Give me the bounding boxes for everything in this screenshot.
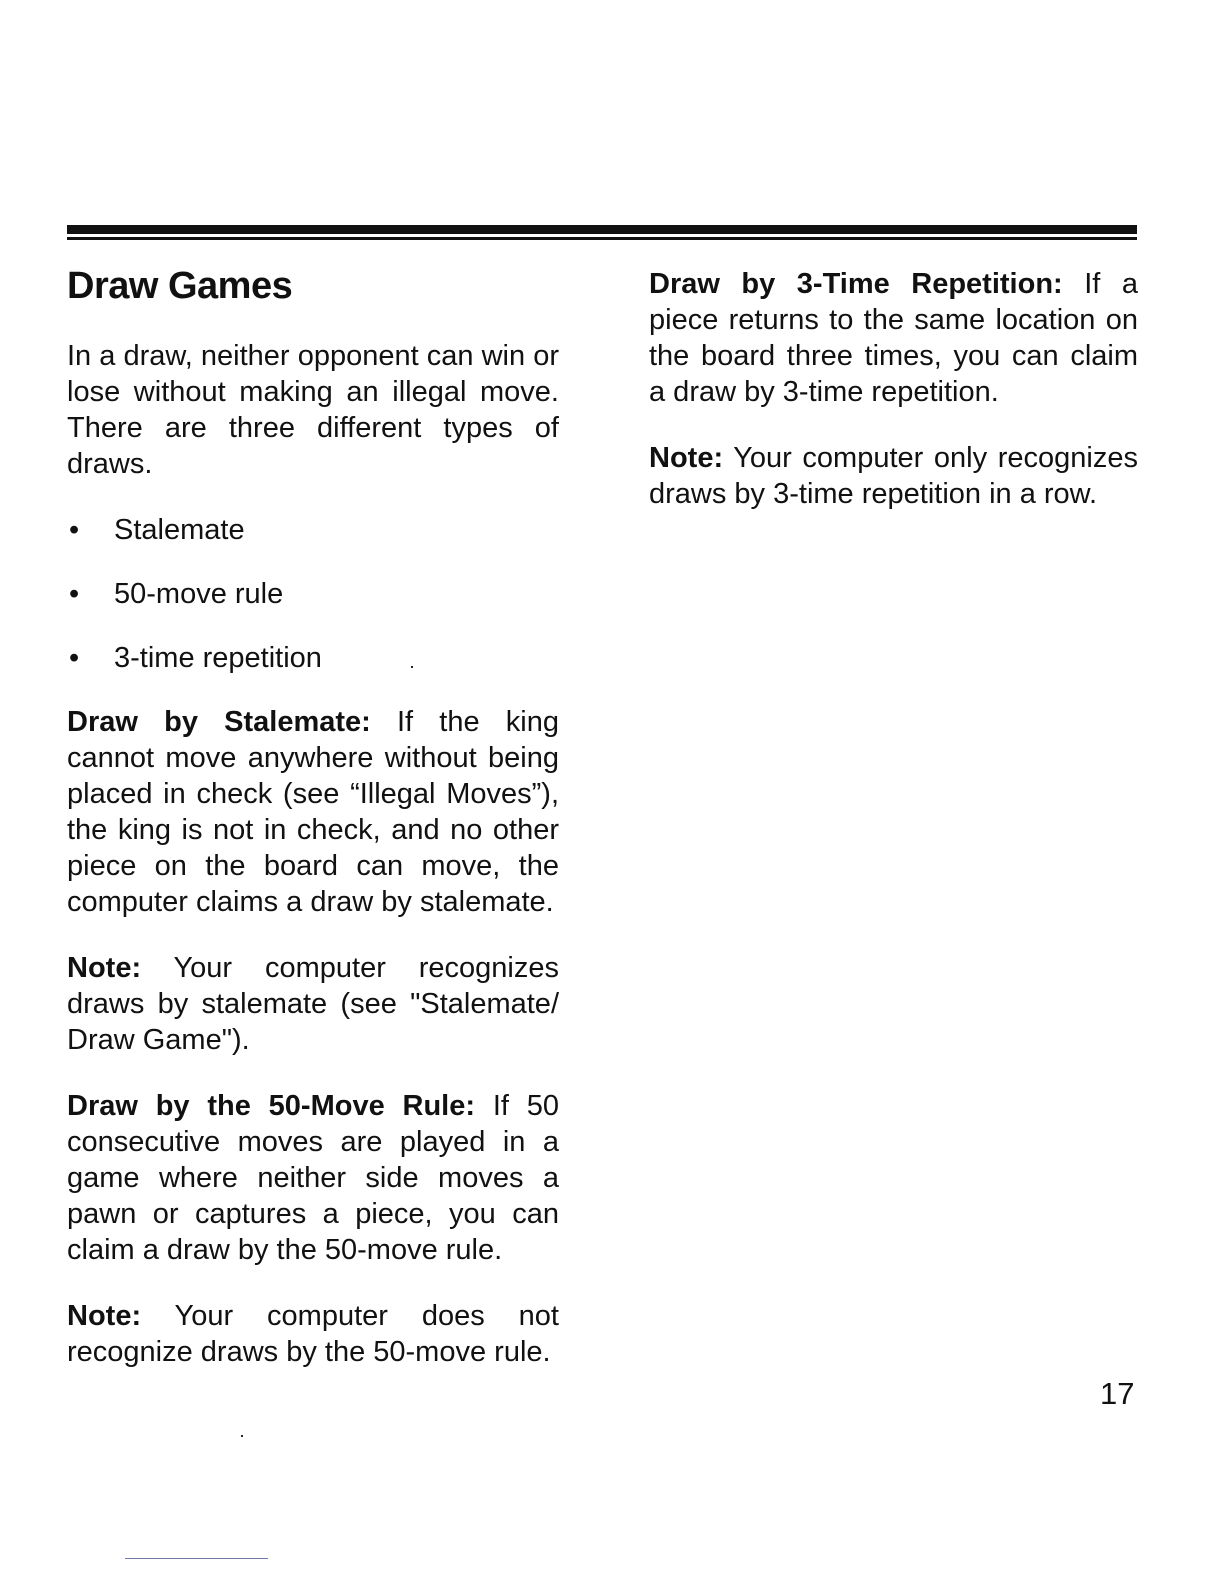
stalemate-note	[67, 950, 559, 1058]
repetition-paragraph	[649, 266, 1138, 410]
scan-speck	[241, 1435, 243, 1437]
list-item	[67, 512, 559, 548]
bullet-icon: •	[69, 578, 80, 610]
fifty-move-text: If 50 consecutive moves are played in a game where neither side moves a pawn or captures a piece, you can claim a draw by the 50-move rule.	[67, 1090, 559, 1266]
note-label: Note:	[67, 952, 142, 984]
scan-edge-line	[125, 1558, 268, 1559]
repetition-text: If a piece returns to the same location on the board three times, you can claim a draw by 3-time repetition.	[649, 268, 1138, 408]
repetition-heading: Draw by 3-Time Repetition:	[649, 268, 1063, 300]
fifty-move-note	[67, 1298, 559, 1370]
header-rule-thick	[67, 225, 1137, 234]
note-text: Your computer only recognizes draws by 3-time repetition in a row.	[649, 442, 1138, 510]
page-number: 17	[1100, 1376, 1135, 1411]
list-item	[67, 640, 559, 676]
stalemate-paragraph	[67, 704, 559, 920]
fifty-move-paragraph	[67, 1088, 559, 1268]
right-column	[649, 266, 1138, 542]
note-label: Note:	[649, 442, 724, 474]
bullet-icon: •	[69, 514, 80, 546]
header-rule-thin	[67, 237, 1137, 240]
note-label: Note:	[67, 1300, 142, 1332]
list-item-label: 3-time repetition	[114, 642, 322, 674]
list-item-label: Stalemate	[114, 514, 245, 546]
intro-paragraph: In a draw, neither opponent can win or lose without making an illegal move. There are three different types of draws.	[67, 340, 559, 480]
stalemate-heading: Draw by Stalemate:	[67, 706, 371, 738]
note-text: Your computer does not recognize draws by the 50-move rule.	[67, 1300, 559, 1368]
page-title: Draw Games	[67, 265, 293, 307]
repetition-note	[649, 440, 1138, 512]
bullet-icon: •	[69, 642, 80, 674]
note-text: Your computer recognizes draws by stalemate (see "Stalemate/ Draw Game").	[67, 952, 559, 1056]
fifty-move-heading: Draw by the 50-Move Rule:	[67, 1090, 476, 1122]
left-column	[67, 262, 559, 1400]
list-item	[67, 576, 559, 612]
draw-types-list	[67, 512, 559, 676]
list-item-label: 50-move rule	[114, 578, 284, 610]
scan-speck	[411, 666, 413, 668]
stalemate-text: If the king cannot move anywhere without being placed in check (see “Illegal Moves”), the king is not in check, and no other piece on the board can move, the computer claims a draw by stalemate.	[67, 706, 559, 918]
